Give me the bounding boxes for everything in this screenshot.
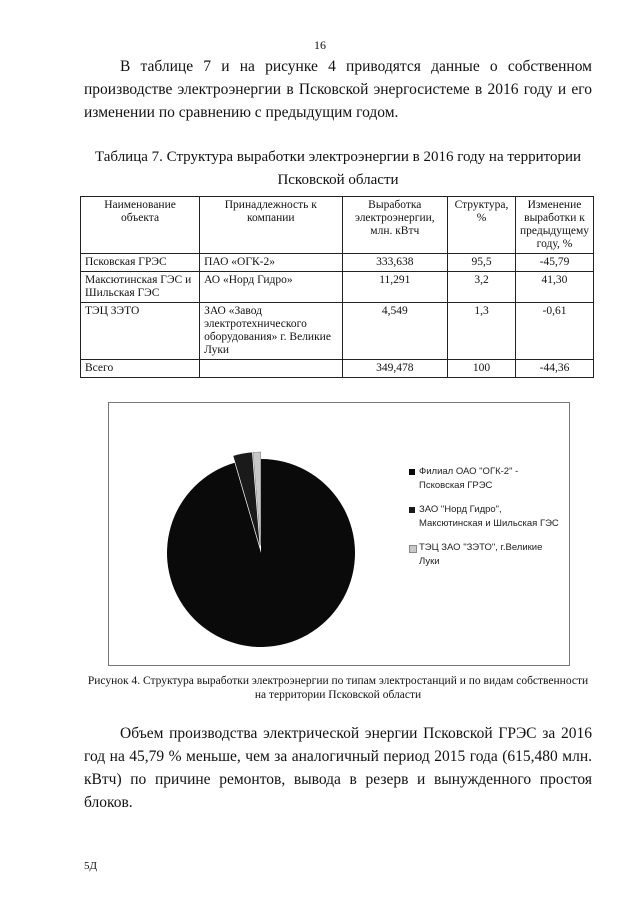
table-row [81,254,594,272]
cell-structure: 1,3 [448,303,516,360]
cell-change: -45,79 [515,254,593,272]
header-structure: Структура, % [448,197,516,254]
cell-generation: 11,291 [342,272,447,303]
legend-item [409,541,565,569]
cell-change: 41,30 [515,272,593,303]
figure-caption: Рисунок 4. Структура выработки электроэнергии по типам электростанций и по видам собственности на территории Псковской области [87,675,589,701]
legend-item [409,503,565,531]
cell-object-name: Всего [81,360,200,378]
legend-swatch [409,469,415,475]
cell-generation: 333,638 [342,254,447,272]
cell-generation: 349,478 [342,360,447,378]
cell-structure: 95,5 [448,254,516,272]
cell-company: ПАО «ОГК-2» [200,254,343,272]
legend-swatch [409,507,415,513]
legend-swatch [409,545,417,553]
cell-object-name: ТЭЦ ЗЭТО [81,303,200,360]
cell-object-name: Максютинская ГЭС и Шильская ГЭС [81,272,200,303]
legend-item [409,465,565,493]
table-row [81,303,594,360]
cell-structure: 3,2 [448,272,516,303]
pie-chart-plot [109,403,409,665]
header-generation: Выработка электроэнергии, млн. кВтч [342,197,447,254]
table-total-row [81,360,594,378]
closing-paragraph: Объем производства электрической энергии Псковской ГРЭС за 2016 год на 45,79 % меньше, чем за аналогичный период 2015 года (615,480 млн. кВтч) по причине ремонтов, вывода в резерв и вынужденного простоя блоков. [84,725,592,811]
intro-paragraph: В таблице 7 и на рисунке 4 приводятся данные о собственном производстве электроэнергии в Псковской энергосистеме в 2016 году и его изменении по сравнению с предыдущим годом. [84,58,592,121]
chart-legend [409,465,565,579]
cell-change: -0,61 [515,303,593,360]
cell-structure: 100 [448,360,516,378]
cell-company: АО «Норд Гидро» [200,272,343,303]
header-company: Принадлежность к компании [200,197,343,254]
page-number: 16 [314,38,326,52]
cell-object-name: Псковская ГРЭС [81,254,200,272]
legend-label: ЗАО "Норд Гидро", Максютинская и Шильская ГЭС [419,504,559,529]
legend-label: Филиал ОАО "ОГК-2" - Псковская ГРЭС [419,466,519,491]
table-title: Таблица 7. Структура выработки электроэнергии в 2016 году на территории Псковской области [94,149,582,188]
cell-generation: 4,549 [342,303,447,360]
cell-change: -44,36 [515,360,593,378]
legend-label: ТЭЦ ЗАО "ЗЭТО", г.Великие Луки [419,542,543,567]
table-row [81,272,594,303]
header-object-name: Наименование объекта [81,197,200,254]
pie-chart [108,402,570,666]
cell-company: ЗАО «Завод электротехнического оборудования» г. Великие Луки [200,303,343,360]
table-header-row [81,197,594,254]
footer-mark: 5Д [84,860,98,872]
header-change: Изменение выработки к предыдущему году, % [515,197,593,254]
cell-company [200,360,343,378]
generation-table [80,196,594,378]
